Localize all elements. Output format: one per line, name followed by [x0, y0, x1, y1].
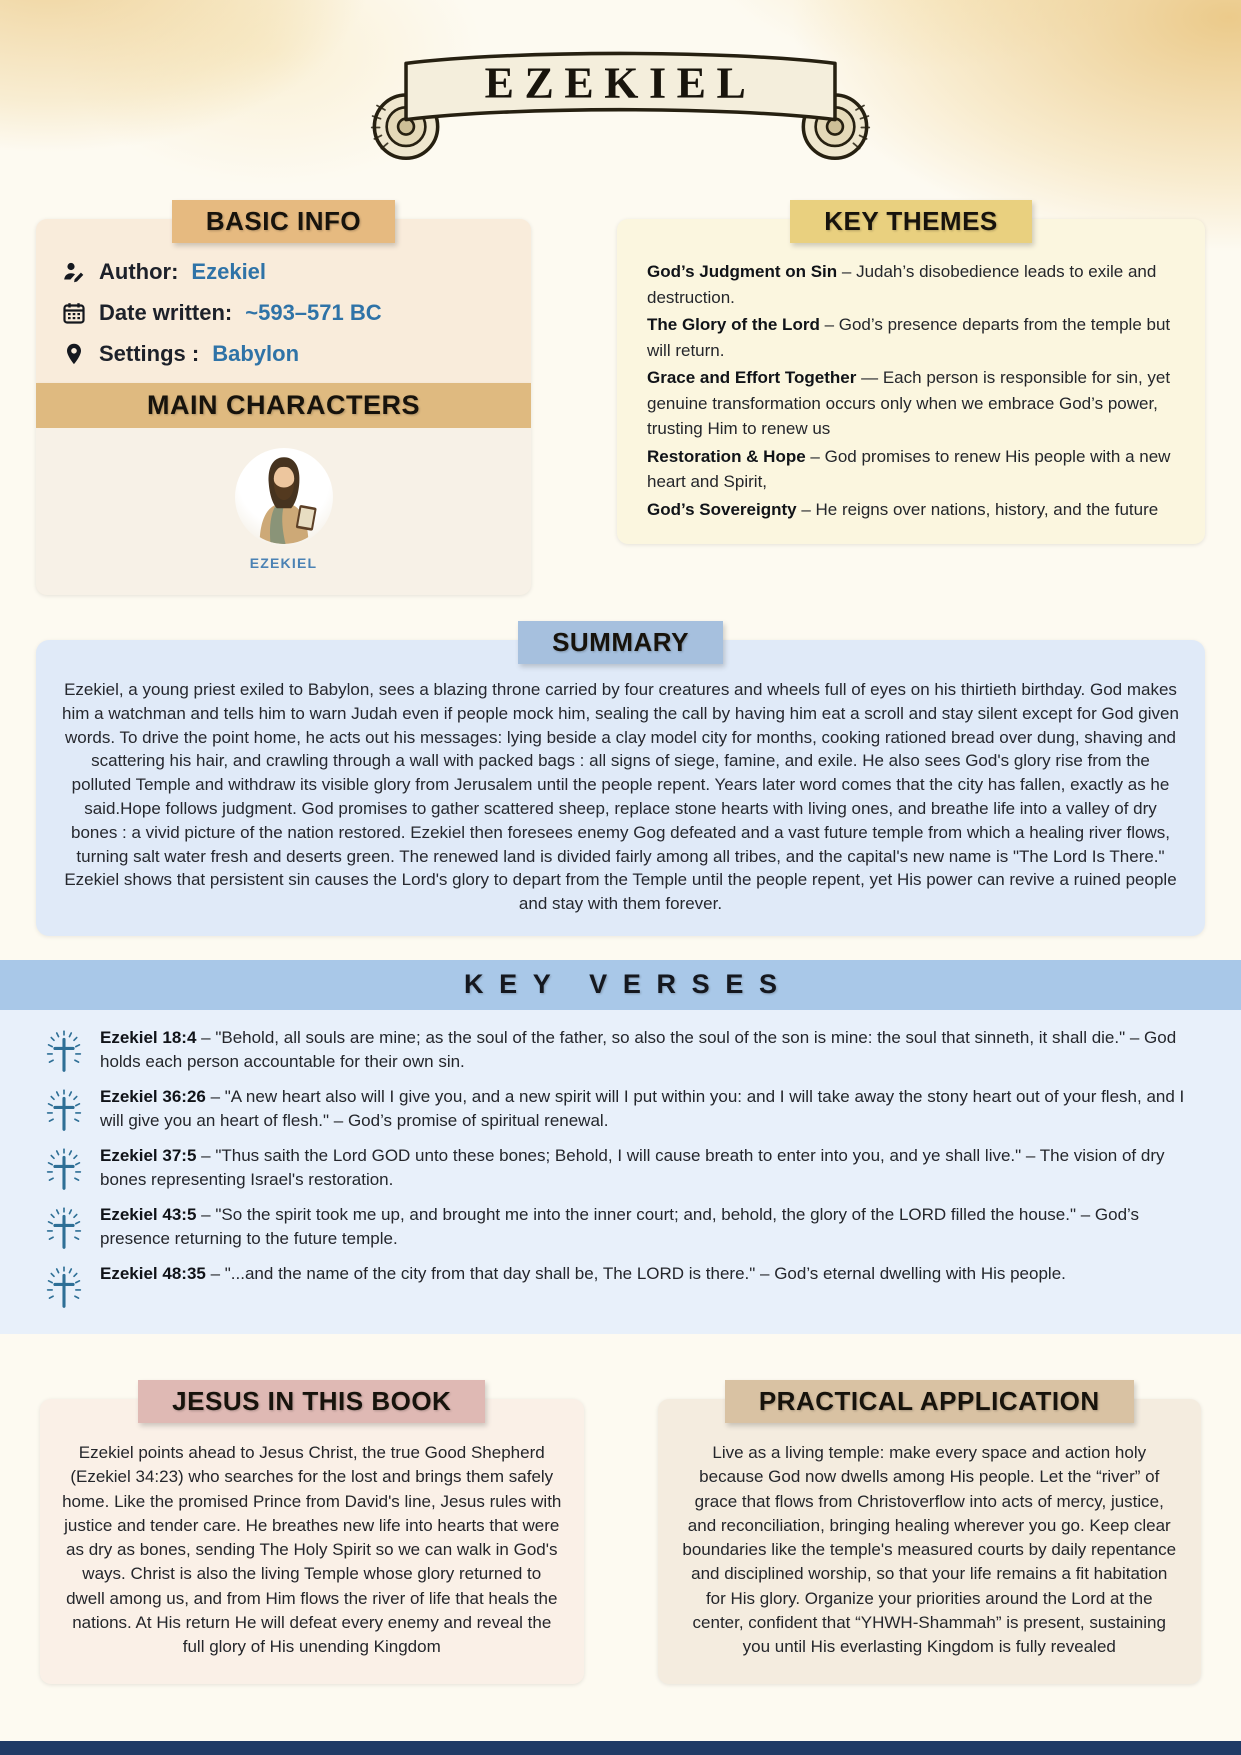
summary-section: [0, 621, 1241, 936]
settings-value: Babylon: [212, 341, 300, 366]
radiant-cross-icon: [44, 1146, 84, 1196]
verse-text: – "...and the name of the city from that day shall be, The LORD is there." – God’s eternal dwelling with His people.: [210, 1263, 1066, 1283]
date-label: Date written:: [99, 300, 233, 325]
author-value: Ezekiel: [191, 259, 267, 284]
key-themes-section: [617, 200, 1205, 544]
practical-application-section: [658, 1380, 1202, 1684]
ezekiel-character-image: [235, 448, 333, 546]
verse-item: [44, 1085, 1197, 1137]
verse-ref: Ezekiel 36:26: [100, 1086, 206, 1106]
verse-ref: Ezekiel 48:35: [100, 1263, 206, 1283]
practical-application-text: Live as a living temple: make every space and action holy because God now dwells among His people. Let the “river” of grace that flows from Christoverflow into acts of mercy, justice, and reconciliation, bringing healing wherever you go. Keep clear boundaries like the temple's measured courts by daily repentance and disciplined worship, so that your life remains a fit habitation for His glory. Organize your priorities around the Lord at the center, confident that “YHWH-Shammah” is present, sustaining you until His everlasting Kingdom is fully revealed: [682, 1442, 1177, 1657]
jesus-in-this-book-card: [40, 1399, 584, 1684]
practical-application-header: PRACTICAL APPLICATION: [725, 1380, 1134, 1423]
theme-item: [647, 365, 1175, 442]
verse-ref: Ezekiel 18:4: [100, 1027, 197, 1047]
radiant-cross-icon: [44, 1028, 84, 1078]
verse-item: [44, 1026, 1197, 1078]
verse-item: [44, 1203, 1197, 1255]
verse-item: [44, 1262, 1197, 1314]
verse-ref: Ezekiel 37:5: [100, 1145, 197, 1165]
theme-text: – Judah’s disobedience leads to exile and destruction.: [647, 262, 1157, 307]
key-verses-section: [0, 1010, 1241, 1334]
theme-text: – God promises to renew His people with a new heart and Spirit,: [647, 446, 1171, 491]
author-row: [62, 259, 505, 285]
summary-text: Ezekiel, a young priest exiled to Babylon, sees a blazing throne carried by four creatures and wheels full of eyes on his thirtieth birthday. God makes him a watchman and tells him to warn Judah even if people mock him, sealing the call by having him eat a scroll and stay silent except for God given words. To drive the point home, he acts out his messages: lying beside a clay model city for months, cooking rationed bread over dung, shaving and scattering his hair, and crawling through a wall with packed bags : all signs of siege, famine, and exile. He also sees God's glory rise from the polluted Temple and withdraw its visible glory from Jerusalem until the people repent. Years later word comes that the city has fallen, exactly as he said.Hope follows judgment. God promises to gather scattered sheep, replace stone hearts with living ones, and breathe life into a valley of dry bones : a vivid picture of the nation restored. Ezekiel then foresees enemy Gog defeated and a vast future temple from which a healing river flows, turning salt water fresh and deserts green. The renewed land is divided fairly among all tribes, and the capital's new name is "The Lord Is There." Ezekiel shows that persistent sin causes the Lord's glory to depart from the Temple until the people repent, yet His power can revive a ruined people and stay with them forever.: [62, 680, 1179, 914]
footer-strip: [0, 1741, 1241, 1755]
basic-info-card: [36, 219, 531, 595]
key-themes-header: KEY THEMES: [790, 200, 1032, 243]
theme-item: [647, 312, 1175, 363]
basic-info-section: [36, 200, 531, 595]
title-banner: [0, 0, 1241, 178]
verse-text: – "A new heart also will I give you, and a new spirit will I put within you: and I will take away the stony heart out of your flesh, and I will give you an heart of flesh." – God’s promise of spiritual renewal.: [100, 1086, 1185, 1131]
settings-row: [62, 341, 505, 367]
practical-application-card: [658, 1399, 1202, 1684]
radiant-cross-icon: [44, 1205, 84, 1255]
date-row: [62, 300, 505, 326]
theme-item: [647, 259, 1175, 310]
theme-title: God’s Sovereignty: [647, 499, 797, 519]
main-characters-header: MAIN CHARACTERS: [36, 383, 531, 428]
verse-text: – "So the spirit took me up, and brought me into the inner court; and, behold, the glory of the LORD filled the house." – God’s presence returning to the future temple.: [100, 1204, 1140, 1249]
verse-text: – "Behold, all souls are mine; as the soul of the father, so also the soul of the son is mine: the soul that sinneth, it shall die." – God holds each person accountable for their own sin.: [100, 1027, 1177, 1072]
ezekiel-character-illustration: [235, 448, 333, 546]
summary-card: [36, 640, 1205, 936]
book-title: EZEKIEL: [484, 58, 757, 108]
ezekiel-character-name: EZEKIEL: [249, 555, 318, 571]
theme-item: [647, 497, 1175, 523]
theme-title: The Glory of the Lord: [647, 315, 820, 334]
top-columns: [0, 200, 1241, 595]
jesus-in-this-book-header: JESUS IN THIS BOOK: [138, 1380, 485, 1423]
verse-text: – "Thus saith the Lord GOD unto these bones; Behold, I will cause breath to enter into you, and ye shall live." – The vision of dry bones representing Israel's restoration.: [100, 1145, 1165, 1190]
theme-text: — Each person is responsible for sin, yet genuine transformation occurs only when we embrace God’s power, trusting Him to renew us: [647, 368, 1171, 438]
basic-info-header: BASIC INFO: [172, 200, 395, 243]
theme-text: – He reigns over nations, history, and the future: [801, 499, 1159, 519]
location-icon: [62, 342, 86, 366]
summary-header: SUMMARY: [518, 621, 723, 664]
jesus-in-this-book-text: Ezekiel points ahead to Jesus Christ, the true Good Shepherd (Ezekiel 34:23) who searches for the lost and brings them safely home. Like the promised Prince from David's line, Jesus rules with justice and tender care. He breathes new life into hearts that were as dry as bones, sending The Holy Spirit so we can walk in God's ways. Christ is also the living Temple whose glory returned to dwell among us, and from Him flows the river of life that heals the nations. At His return He will defeat every enemy and reveal the full glory of His unending Kingdom: [62, 1442, 562, 1657]
scroll-banner-illustration: [348, 26, 893, 178]
calendar-icon: [62, 301, 86, 325]
verse-ref: Ezekiel 43:5: [100, 1204, 197, 1224]
theme-text: – God’s presence departs from the temple but will return.: [647, 315, 1171, 360]
theme-item: [647, 444, 1175, 495]
theme-title: Grace and Effort Together: [647, 368, 857, 387]
date-value: ~593–571 BC: [245, 300, 382, 325]
settings-label: Settings :: [99, 341, 200, 366]
jesus-in-this-book-section: [40, 1380, 584, 1684]
verse-item: [44, 1144, 1197, 1196]
author-label: Author:: [99, 259, 179, 284]
theme-title: God’s Judgment on Sin: [647, 262, 838, 281]
radiant-cross-icon: [44, 1087, 84, 1137]
radiant-cross-icon: [44, 1264, 84, 1314]
key-themes-card: [617, 219, 1205, 544]
theme-title: Restoration & Hope: [647, 446, 806, 466]
main-characters-area: [36, 428, 531, 595]
bottom-columns: [0, 1380, 1241, 1684]
author-icon: [62, 260, 86, 284]
key-verses-header: KEY VERSES: [0, 960, 1241, 1010]
